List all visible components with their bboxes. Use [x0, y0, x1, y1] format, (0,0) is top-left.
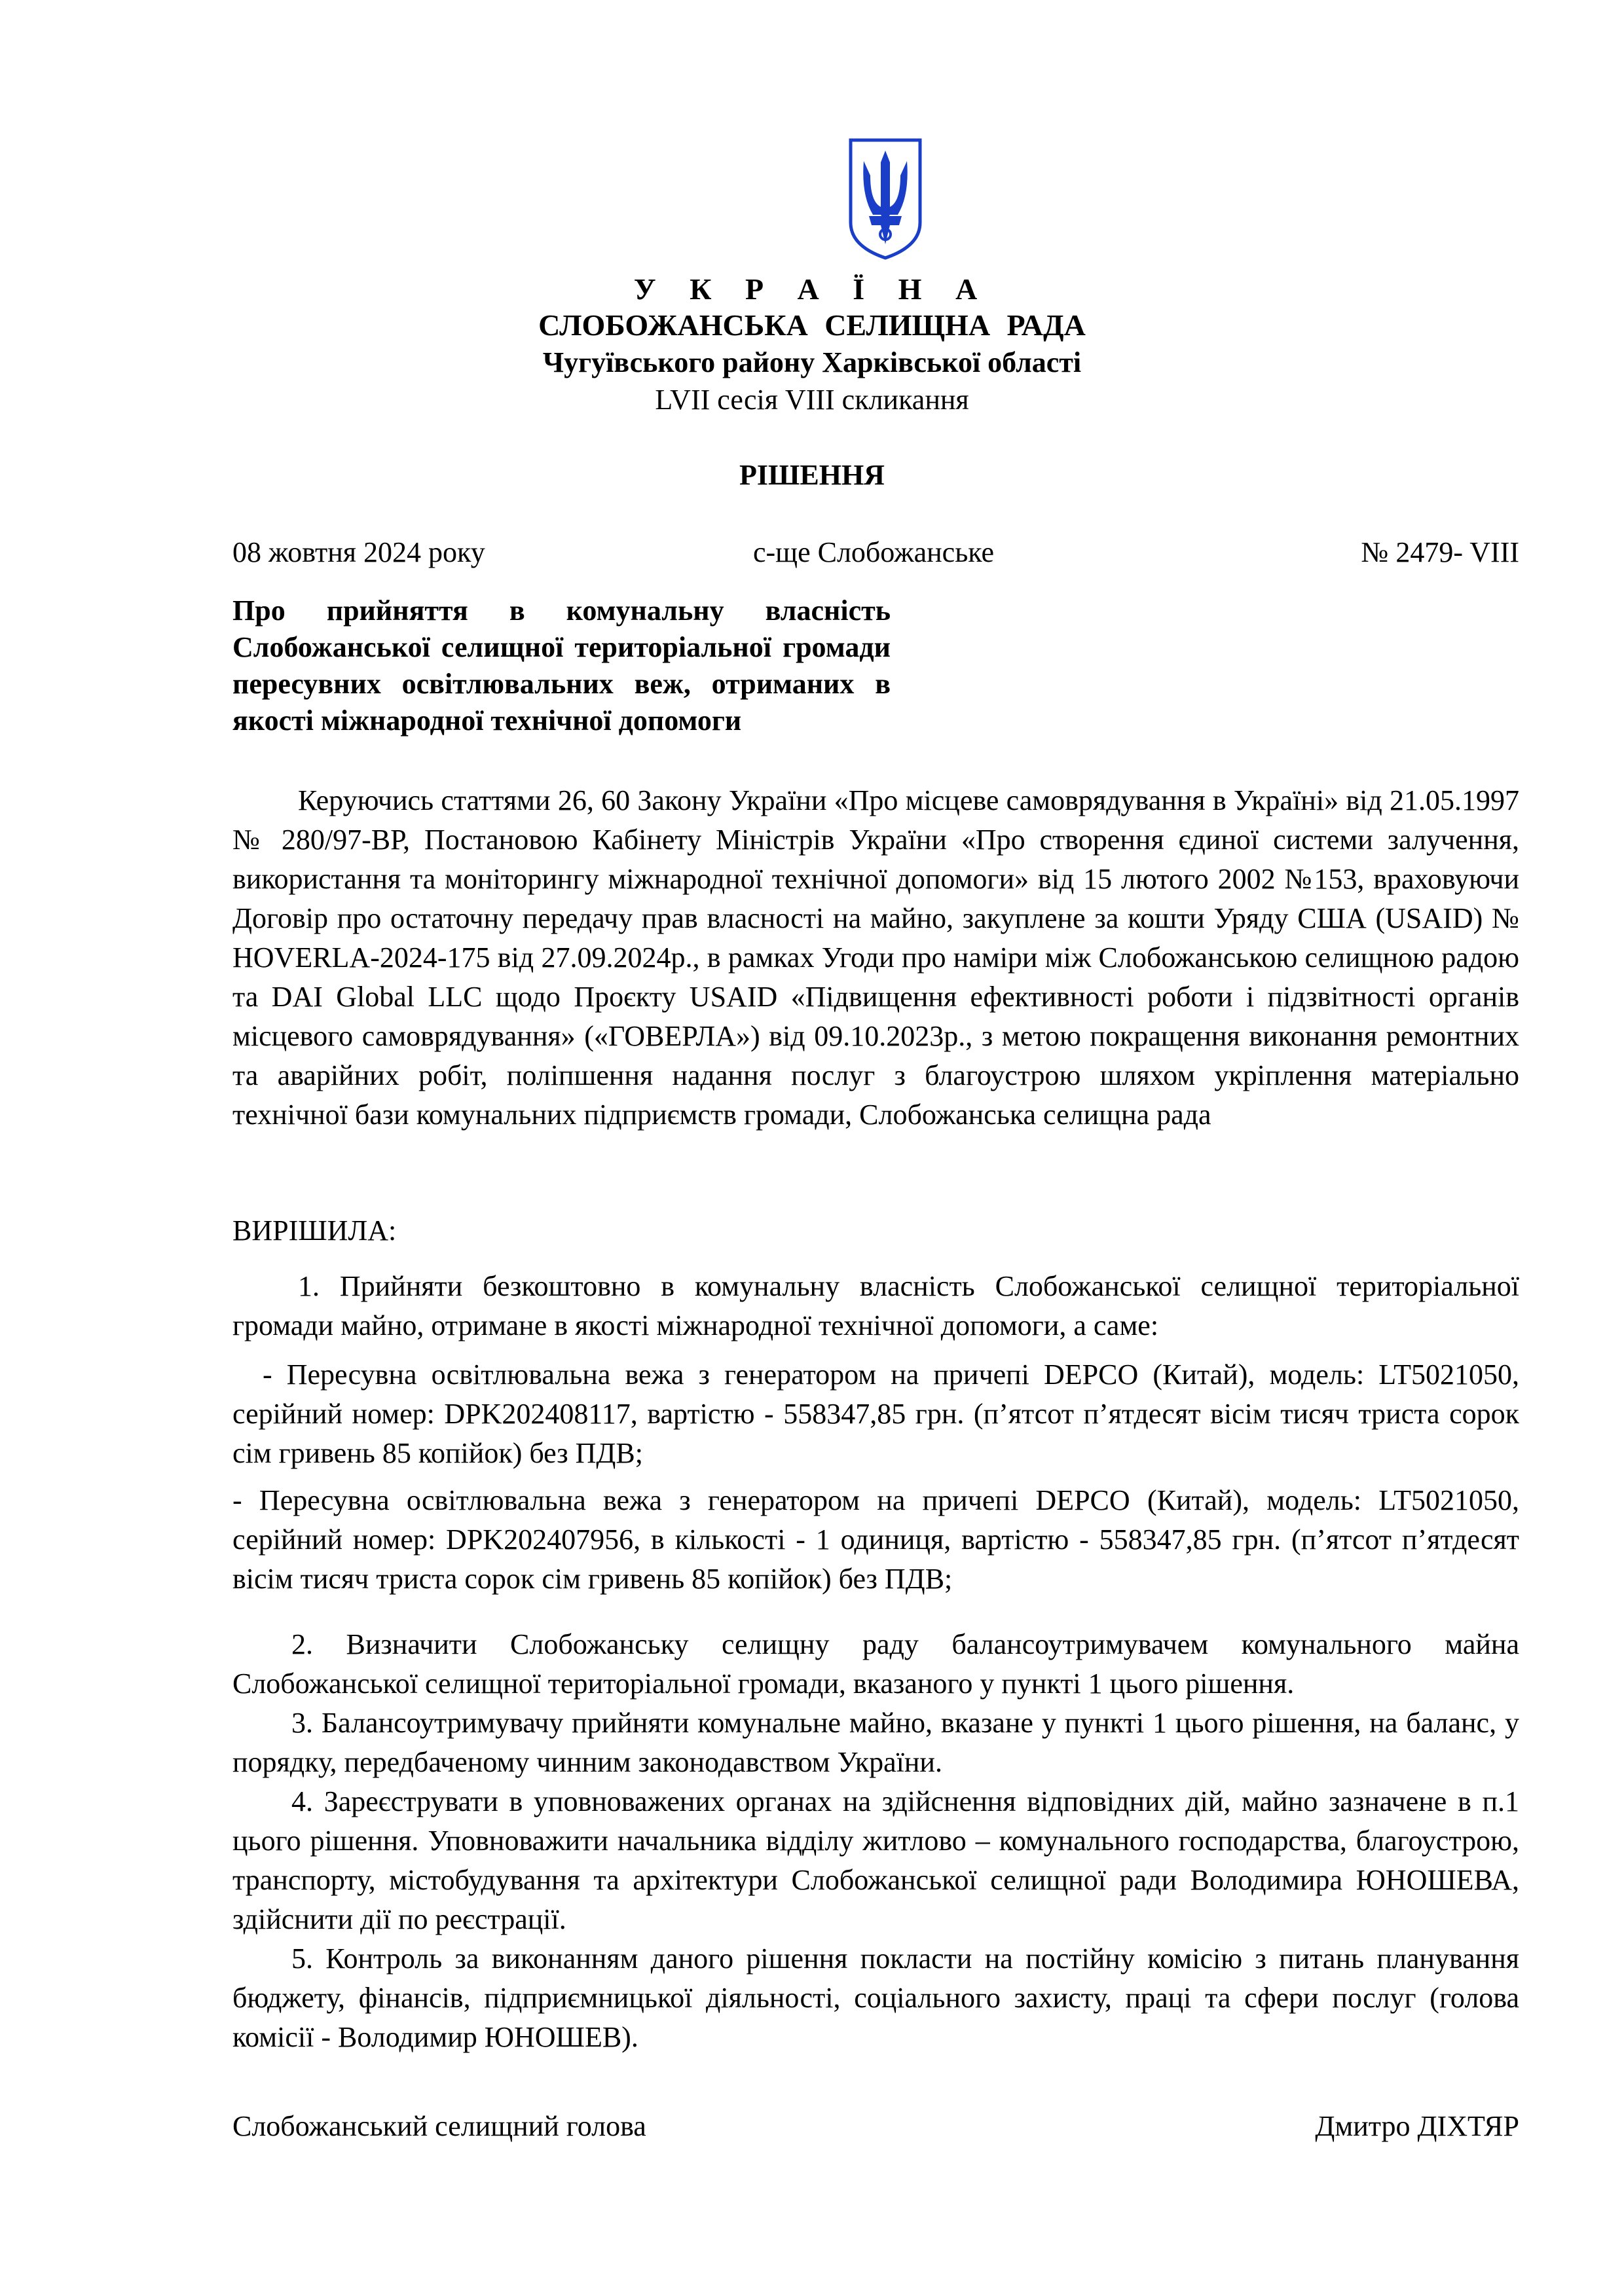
item-5: 5. Контроль за виконанням даного рішення покласти на постійну комісію з питань планування бюджету, фінансів, підприємницької діяльності, соціального захисту, праці та сфери послуг (голова комісії - Володимир ЮНОШЕВ).	[232, 1942, 1519, 2053]
item-1-subitem-2: - Пересувна освітлювальна вежа з генератором на причепі DEPCO (Китай), модель: LT5021050, серійний номер: DPK202407956, в кількості - 1 одиниця, вартістю - 558347,85 грн. (п’ятсот п’ятдесят вісім тисяч триста сорок сім гривень 85 копійок) без ПДВ;	[232, 1484, 1519, 1595]
item-4: 4. Зареєструвати в уповноважених органах на здійснення відповідних дій, майно зазначене в п.1 цього рішення. Уповноважити начальника відділу житлово – комунального господарства, благоустрою, транспорту, містобудування та архітектури Слобожанської селищної ради Володимира ЮНОШЕВА, здійснити дії по реєстрації.	[232, 1785, 1519, 1935]
item-1: 1. Прийняти безкоштовно в комунальну власність Слобожанської селищної територіальної громади майно, отримане в якості міжнародної технічної допомоги, а саме:	[232, 1270, 1519, 1341]
decision-place: с-ще Слобожанське	[753, 536, 995, 568]
decision-number: № 2479- VIII	[1361, 536, 1519, 568]
item-3: 3. Балансоутримувачу прийняти комунальне майно, вказане у пункті 1 цього рішення, на баланс, у порядку, передбаченому чинним законодавством України.	[232, 1707, 1519, 1778]
country-title: У К Р А Ї Н А	[633, 272, 991, 306]
council-title: СЛОБОЖАНСЬКА СЕЛИЩНА РАДА	[538, 308, 1086, 342]
coat-of-arms-icon	[847, 136, 924, 261]
district-title: Чугуївського району Харківської області	[542, 346, 1082, 378]
signature-name: Дмитро ДІХТЯР	[1315, 2110, 1519, 2142]
decision-subject: Про прийняття в комунальну власність Слобожанської селищної територіальної громади пересувних освітлювальних веж, отриманих в якості міжнародної технічної допомоги	[232, 594, 891, 737]
decision-date: 08 жовтня 2024 року	[232, 536, 485, 568]
item-1-subitem-1: - Пересувна освітлювальна вежа з генератором на причепі DEPCO (Китай), модель: LT5021050, серійний номер: DPK202408117, вартістю - 558347,85 грн. (п’ятсот п’ятдесят вісім тисяч триста сорок сім гривень 85 копійок) без ПДВ;	[232, 1358, 1519, 1469]
signature-position: Слобожанський селищний голова	[232, 2110, 646, 2142]
resolved-heading: ВИРІШИЛА:	[232, 1214, 397, 1247]
items-list	[232, 1625, 1519, 2057]
preamble-paragraph: Керуючись статтями 26, 60 Закону України «Про місцеве самоврядування в Україні» від 21.05.1997 № 280/97-ВР, Постановою Кабінету Міністрів України «Про створення єдиної системи залучення, використання та моніторингу міжнародної технічної допомоги» від 15 лютого 2002 №153, враховуючи Договір про остаточну передачу прав власності на майно, закуплене за кошти Уряду США (USAID) № HOVERLA-2024-175 від 27.09.2024р., в рамках Угоди про наміри між Слобожанською селищною радою та DAI Global LLC щодо Проєкту USAID «Підвищення ефективності роботи і підзвітності органів місцевого самоврядування» («ГОВЕРЛА») від 09.10.2023р., з метою покращення виконання ремонтних та аварійних робіт, поліпшення надання послуг з благоустрою шляхом укріплення матеріально технічної бази комунальних підприємств громади, Слобожанська селищна рада	[232, 784, 1519, 1131]
session-title: LVII сесія VIII скликання	[655, 384, 969, 416]
decision-title: РІШЕННЯ	[739, 459, 885, 491]
item-2: 2. Визначити Слобожанську селищну раду балансоутримувачем комунального майна Слобожанської селищної територіальної громади, вказаного у пункті 1 цього рішення.	[232, 1628, 1519, 1700]
